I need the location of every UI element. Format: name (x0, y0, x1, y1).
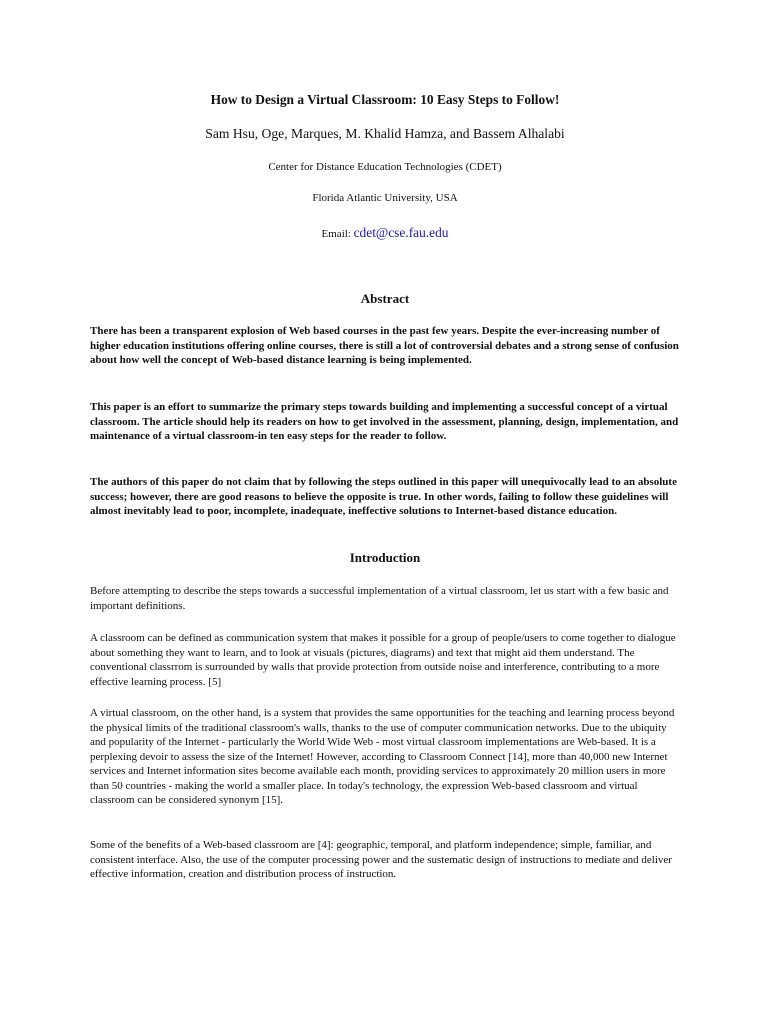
affiliation-university: Florida Atlantic University, USA (312, 192, 458, 204)
abstract-paragraph-3: The authors of this paper do not claim that by following the steps outlined in this paper will unequivocally lead to an absolute success; however, there are good reasons to believe the opposite is true. In other words, failing to follow these guidelines will almost inevitably lead to poor, incomplete, inadequate, ineffective solutions to Internet-based distance education. (90, 476, 677, 517)
intro-paragraph-2: A classroom can be defined as communication system that makes it possible for a group of people/users to come together to dialogue about something they want to learn, and to look at visuals (pictures, diagrams) and text that might aid them understand. The conventional classrrom is surrounded by walls that provide protection from outside noise and interference, contributing to a more effective learning process. [5] (90, 632, 676, 688)
paper-title: How to Design a Virtual Classroom: 10 Easy Steps to Follow! (210, 92, 560, 107)
abstract-paragraph-2: This paper is an effort to summarize the primary steps towards building and implementing a successful concept of a virtual classroom. The article should help its readers on how to get involved in the assessment, planning, design, implementation, and maintenance of a virtual classroom-in ten easy steps for the reader to follow. (90, 401, 679, 442)
affiliation-center: Center for Distance Education Technologies (CDET) (268, 161, 502, 173)
email-label: Email: (321, 228, 354, 240)
intro-paragraph-4: Some of the benefits of a Web-based classroom are [4]: geographic, temporal, and platform independence; simple, familiar, and consistent interface. Also, the use of the computer processing power and the sustematic design of instructions to mediate and deliver effective information, creation and distribution process of instruction. (90, 839, 672, 880)
paper-authors: Sam Hsu, Oge, Marques, M. Khalid Hamza, and Bassem Alhalabi (205, 126, 565, 141)
email-link[interactable]: cdet@cse.fau.edu (353, 225, 449, 240)
abstract-paragraph-1: There has been a transparent explosion of Web based courses in the past few years. Despite the ever-increasing number of higher education institutions offering online courses, there is still a lot of controversial debates and a strong sense of confusion about how well the concept of Web-based distance learning is being implemented. (90, 325, 679, 366)
abstract-heading: Abstract (360, 291, 410, 306)
intro-paragraph-1: Before attempting to describe the steps towards a successful implementation of a virtual classroom, let us start with a few basic and important definitions. (90, 585, 669, 612)
email-line (90, 225, 680, 241)
intro-paragraph-3: A virtual classroom, on the other hand, is a system that provides the same opportunities for the teaching and learning process beyond the physical limits of the traditional classroom's walls, thanks to the use of computer communication networks. Due to the ubiquity and popularity of the Internet - particularly the World Wide Web - most virtual classroom implementations are Web-based. It is a perplexing devoir to assess the size of the Internet! However, according to Classroom Connect [14], more than 40,000 new Internet services and Internet information sites become available each month, providing services to approximately 20 million users in more than 50 countries - making the world a smaller place. In today's technology, the expression Web-based classroom and virtual classroom can be considered synonym [15]. (90, 707, 675, 806)
introduction-heading: Introduction (349, 550, 421, 565)
